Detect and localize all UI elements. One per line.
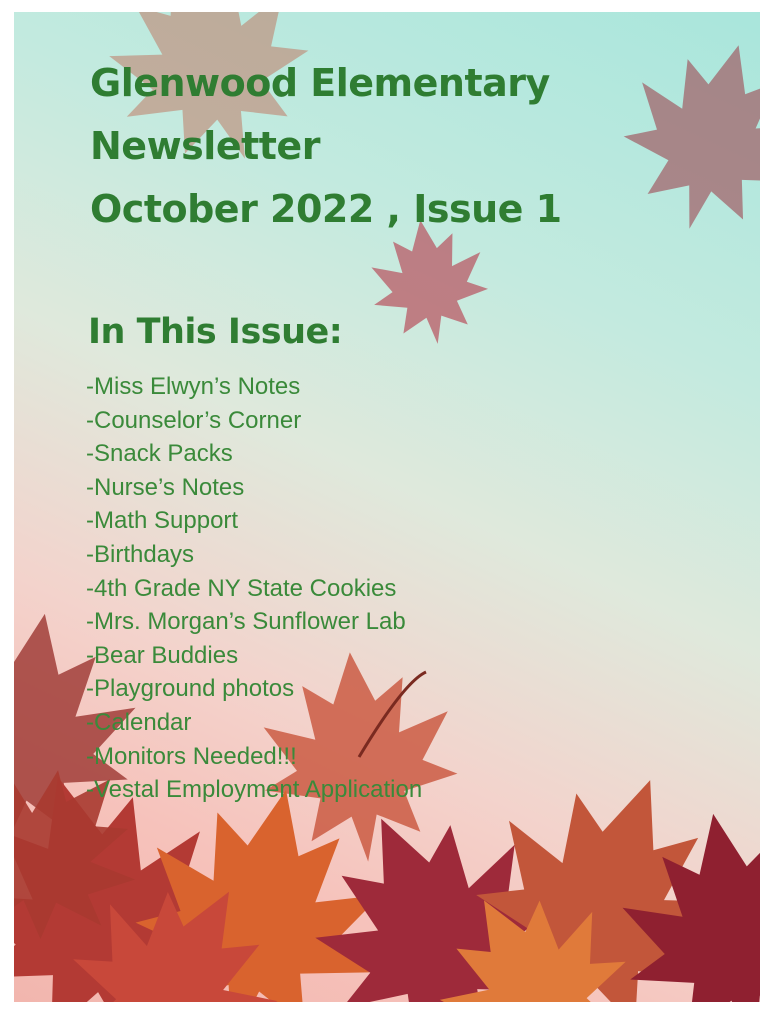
title-line-issue: October 2022 , Issue 1 — [90, 187, 562, 231]
list-item: -Snack Packs — [86, 440, 233, 468]
maple-leaf-top-right — [605, 23, 760, 252]
contents-list — [86, 370, 422, 807]
list-item: -Birthdays — [86, 540, 195, 568]
list-item: -4th Grade NY State Cookies — [86, 574, 397, 602]
list-item: -Calendar — [86, 708, 192, 736]
list-item: -Counselor’s Corner — [86, 406, 302, 434]
list-item: -Vestal Employment Application — [86, 776, 423, 804]
list-item: -Playground photos — [86, 675, 295, 703]
title-line-newsletter: Newsletter — [90, 124, 320, 168]
list-item: -Nurse’s Notes — [86, 473, 245, 501]
list-item: -Miss Elwyn’s Notes — [86, 373, 301, 400]
list-item: -Bear Buddies — [86, 641, 239, 669]
list-item: -Monitors Needed!!! — [86, 742, 297, 770]
list-item: -Math Support — [86, 507, 239, 535]
contents-heading: In This Issue: — [88, 312, 343, 352]
newsletter-title — [90, 52, 562, 241]
title-line-school: Glenwood Elementary — [90, 61, 550, 105]
list-item: -Mrs. Morgan’s Sunflower Lab — [86, 608, 406, 636]
newsletter-cover — [14, 12, 760, 1002]
